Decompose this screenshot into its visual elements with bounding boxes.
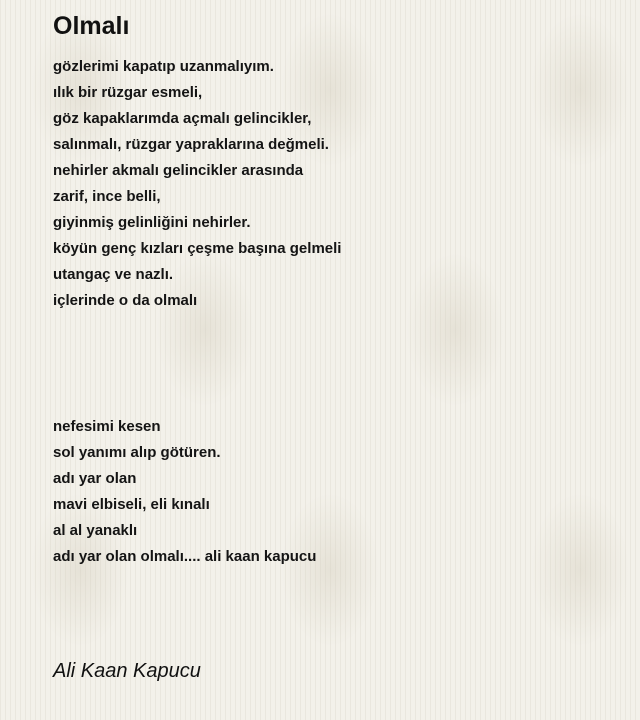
poem-line: giyinmiş gelinliğini nehirler.	[53, 214, 251, 231]
poem-line: sol yanımı alıp götüren.	[53, 444, 221, 461]
stanza-2	[53, 414, 613, 570]
poem-line: utangaç ve nazlı.	[53, 266, 174, 283]
stanza-1	[53, 54, 613, 314]
poem-line: köyün genç kızları çeşme başına gelmeli	[53, 240, 342, 257]
poem-line: nefesimi kesen	[53, 418, 161, 435]
poem-line: al al yanaklı	[53, 522, 138, 539]
poem-line: göz kapaklarımda açmalı gelincikler,	[53, 110, 312, 127]
poem-line: salınmalı, rüzgar yapraklarına değmeli.	[53, 136, 329, 153]
poem-line: içlerinde o da olmalı	[53, 292, 198, 309]
poem-line: zarif, ince belli,	[53, 188, 161, 205]
poem-line: adı yar olan	[53, 470, 137, 487]
poem-line: gözlerimi kapatıp uzanmalıyım.	[53, 58, 274, 75]
poem-body	[53, 54, 613, 570]
poem-line: adı yar olan olmalı.... ali kaan kapucu	[53, 548, 317, 565]
poem-title: Olmalı	[53, 12, 130, 40]
poem-line: mavi elbiseli, eli kınalı	[53, 496, 210, 513]
poem-line: ılık bir rüzgar esmeli,	[53, 84, 203, 101]
poem-author: Ali Kaan Kapucu	[53, 660, 201, 682]
poem-line: nehirler akmalı gelincikler arasında	[53, 162, 304, 179]
